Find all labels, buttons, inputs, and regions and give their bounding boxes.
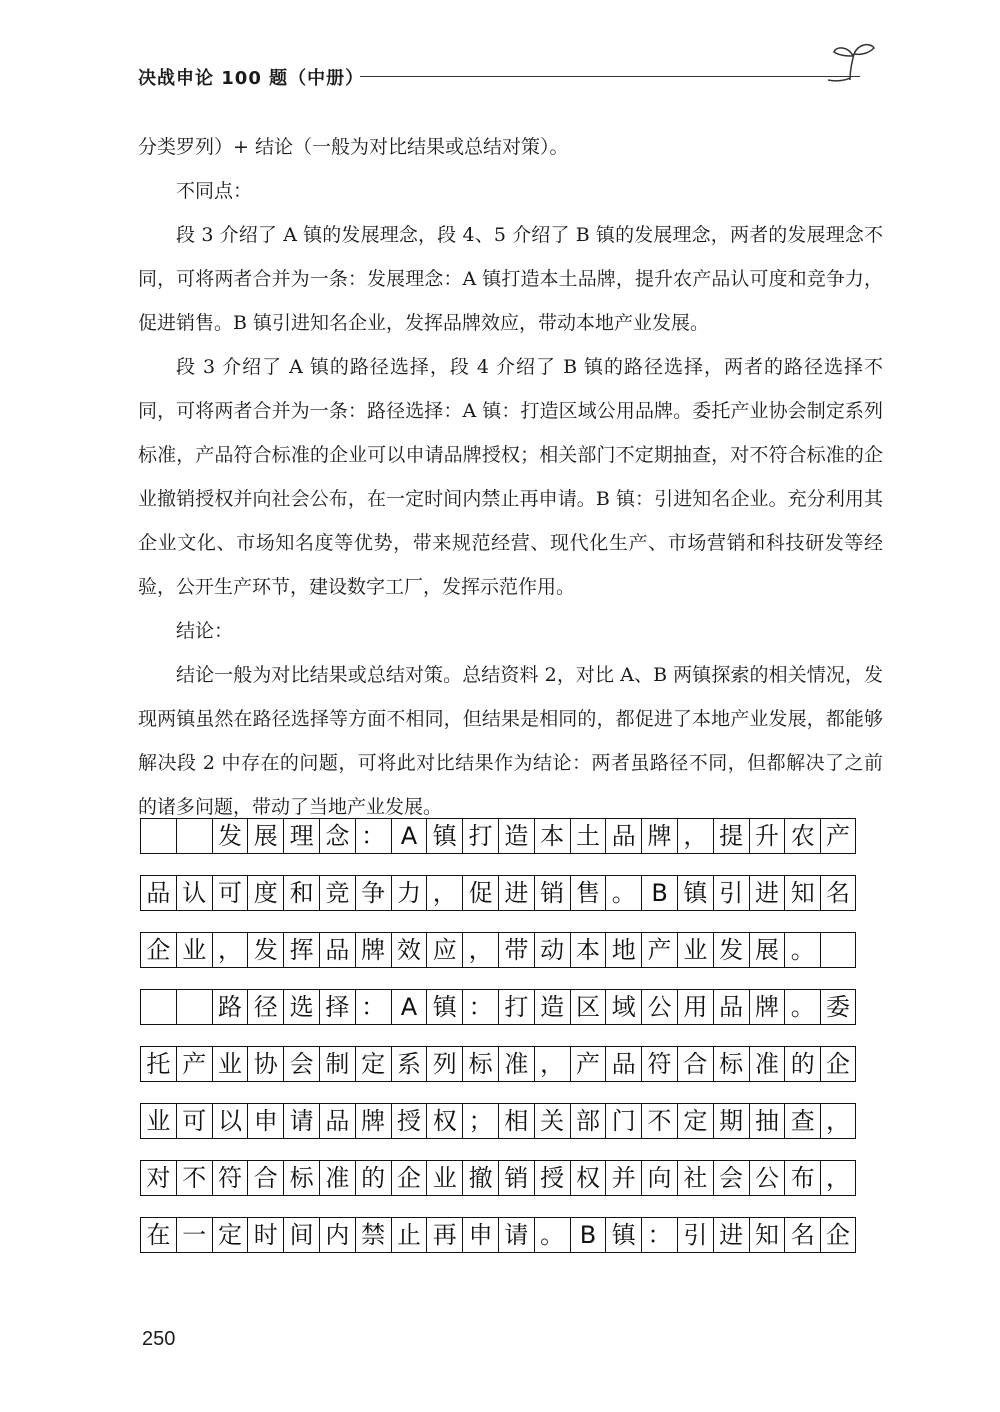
grid-cell: 以 bbox=[212, 1103, 248, 1139]
grid-row bbox=[140, 1160, 856, 1198]
grid-cell: 业 bbox=[677, 932, 713, 968]
grid-cell: 撤 bbox=[462, 1160, 498, 1196]
grid-cell: 可 bbox=[176, 1103, 212, 1139]
grid-cell: 。 bbox=[784, 989, 820, 1025]
grid-cell: 标 bbox=[462, 1046, 498, 1082]
grid-cell: 牌 bbox=[355, 1103, 391, 1139]
grid-cell: 标 bbox=[283, 1160, 319, 1196]
grid-row bbox=[140, 1217, 856, 1255]
grid-cell: 念 bbox=[319, 818, 355, 854]
grid-cell: 请 bbox=[283, 1103, 319, 1139]
grid-cell: 权 bbox=[570, 1160, 606, 1196]
grid-cell: 期 bbox=[713, 1103, 749, 1139]
grid-cell: 可 bbox=[212, 875, 248, 911]
grid-cell: 。 bbox=[534, 1217, 570, 1253]
grid-cell: 并 bbox=[605, 1160, 641, 1196]
grid-cell: 牌 bbox=[641, 818, 677, 854]
grid-cell: 。 bbox=[605, 875, 641, 911]
grid-cell: 定 bbox=[212, 1217, 248, 1253]
section-heading: 不同点： bbox=[176, 180, 253, 202]
grid-cell: A bbox=[391, 989, 427, 1025]
grid-cell: 对 bbox=[140, 1160, 176, 1196]
grid-cell: ： bbox=[641, 1217, 677, 1253]
grid-cell: ： bbox=[355, 818, 391, 854]
grid-cell: 业 bbox=[140, 1103, 176, 1139]
grid-cell: ， bbox=[462, 932, 498, 968]
grid-cell: 申 bbox=[462, 1217, 498, 1253]
grid-cell: 不 bbox=[176, 1160, 212, 1196]
grid-cell: B bbox=[570, 1217, 606, 1253]
grid-cell: 径 bbox=[247, 989, 283, 1025]
grid-row bbox=[140, 1103, 856, 1141]
grid-cell: 产 bbox=[641, 932, 677, 968]
grid-cell: 企 bbox=[820, 1046, 856, 1082]
grid-cell: 系 bbox=[391, 1046, 427, 1082]
grid-cell: 镇 bbox=[605, 1217, 641, 1253]
grid-cell bbox=[140, 989, 176, 1025]
grid-row bbox=[140, 932, 856, 970]
grid-cell: 符 bbox=[641, 1046, 677, 1082]
grid-cell: 土 bbox=[570, 818, 606, 854]
grid-cell: 争 bbox=[355, 875, 391, 911]
grid-cell: 业 bbox=[176, 932, 212, 968]
grid-cell: 镇 bbox=[677, 875, 713, 911]
grid-cell: 路 bbox=[212, 989, 248, 1025]
grid-cell: 权 bbox=[426, 1103, 462, 1139]
book-title: 决战申论 100 题（中册） bbox=[138, 68, 365, 89]
grid-cell: 不 bbox=[641, 1103, 677, 1139]
grid-cell: 门 bbox=[605, 1103, 641, 1139]
grid-cell bbox=[176, 818, 212, 854]
grid-row bbox=[140, 818, 856, 856]
grid-cell: 企 bbox=[820, 1217, 856, 1253]
grid-cell: 会 bbox=[713, 1160, 749, 1196]
paragraph: 结论一般为对比结果或总结对策。总结资料 2，对比 A、B 两镇探索的相关情况，发现两镇虽然在路径选择等方面不相同，但结果是相同的，都促进了本地产业发展，都能够解决段 2 中存在的问题，可将此对比结果作为结论：两者虽路径不同，但都解决了之前的诸多问题，带动了当地产业发展。 bbox=[138, 664, 883, 818]
page-number: 250 bbox=[142, 1328, 176, 1350]
grid-cell: 牌 bbox=[355, 932, 391, 968]
grid-cell: 镇 bbox=[426, 818, 462, 854]
grid-cell: 品 bbox=[605, 1046, 641, 1082]
grid-cell: 镇 bbox=[426, 989, 462, 1025]
grid-cell: 相 bbox=[498, 1103, 534, 1139]
grid-cell: 公 bbox=[749, 1160, 785, 1196]
grid-cell: 动 bbox=[534, 932, 570, 968]
grid-cell: 企 bbox=[140, 932, 176, 968]
grid-cell bbox=[140, 818, 176, 854]
grid-cell: 符 bbox=[212, 1160, 248, 1196]
grid-cell: 一 bbox=[176, 1217, 212, 1253]
grid-cell: 布 bbox=[784, 1160, 820, 1196]
grid-cell: 名 bbox=[820, 875, 856, 911]
grid-cell: 准 bbox=[498, 1046, 534, 1082]
grid-cell: 制 bbox=[319, 1046, 355, 1082]
grid-cell: ： bbox=[355, 989, 391, 1025]
body-text bbox=[138, 125, 883, 829]
grid-cell: 应 bbox=[426, 932, 462, 968]
grid-cell: 提 bbox=[713, 818, 749, 854]
grid-cell: 造 bbox=[534, 989, 570, 1025]
grid-cell: 定 bbox=[677, 1103, 713, 1139]
grid-cell: 社 bbox=[677, 1160, 713, 1196]
grid-cell: 农 bbox=[784, 818, 820, 854]
grid-cell: 关 bbox=[534, 1103, 570, 1139]
grid-cell: 产 bbox=[570, 1046, 606, 1082]
grid-cell: 业 bbox=[426, 1160, 462, 1196]
grid-cell: 委 bbox=[820, 989, 856, 1025]
grid-cell: 牌 bbox=[749, 989, 785, 1025]
grid-cell: 竞 bbox=[319, 875, 355, 911]
grid-cell: 区 bbox=[570, 989, 606, 1025]
grid-row bbox=[140, 875, 856, 913]
grid-cell: 的 bbox=[784, 1046, 820, 1082]
section-heading: 结论： bbox=[176, 620, 234, 642]
grid-cell: 的 bbox=[355, 1160, 391, 1196]
grid-cell bbox=[176, 989, 212, 1025]
grid-cell: 品 bbox=[605, 818, 641, 854]
grid-cell: 名 bbox=[784, 1217, 820, 1253]
grid-cell: ， bbox=[426, 875, 462, 911]
grid-cell: 认 bbox=[176, 875, 212, 911]
grid-cell: 会 bbox=[283, 1046, 319, 1082]
grid-cell: 协 bbox=[247, 1046, 283, 1082]
grid-cell: 销 bbox=[498, 1160, 534, 1196]
grid-cell: 本 bbox=[534, 818, 570, 854]
grid-cell: 打 bbox=[462, 818, 498, 854]
grid-cell: 准 bbox=[319, 1160, 355, 1196]
grid-cell: 标 bbox=[713, 1046, 749, 1082]
grid-cell: 域 bbox=[605, 989, 641, 1025]
grid-cell: 再 bbox=[426, 1217, 462, 1253]
grid-cell: 理 bbox=[283, 818, 319, 854]
grid-cell: 品 bbox=[319, 1103, 355, 1139]
grid-cell: 本 bbox=[570, 932, 606, 968]
grid-cell: ， bbox=[820, 1160, 856, 1196]
grid-cell: 进 bbox=[749, 875, 785, 911]
grid-cell: 在 bbox=[140, 1217, 176, 1253]
grid-cell: 产 bbox=[176, 1046, 212, 1082]
grid-cell: 合 bbox=[247, 1160, 283, 1196]
paragraph: 段 3 介绍了 A 镇的发展理念，段 4、5 介绍了 B 镇的发展理念，两者的发展理念不同，可将两者合并为一条：发展理念：A 镇打造本土品牌，提升农产品认可度和竞争力，促进销售。B 镇引进知名企业，发挥品牌效应，带动本地产业发展。 bbox=[138, 224, 883, 334]
grid-cell: 发 bbox=[713, 932, 749, 968]
grid-cell: 地 bbox=[605, 932, 641, 968]
grid-cell: 内 bbox=[319, 1217, 355, 1253]
grid-cell: ： bbox=[462, 989, 498, 1025]
grid-cell: 部 bbox=[570, 1103, 606, 1139]
grid-cell: 引 bbox=[677, 1217, 713, 1253]
grid-cell: 展 bbox=[749, 932, 785, 968]
grid-cell: ， bbox=[820, 1103, 856, 1139]
grid-cell: 品 bbox=[140, 875, 176, 911]
grid-cell: ， bbox=[677, 818, 713, 854]
grid-cell: 知 bbox=[749, 1217, 785, 1253]
grid-cell: 度 bbox=[247, 875, 283, 911]
running-header bbox=[138, 62, 878, 92]
grid-cell: 挥 bbox=[283, 932, 319, 968]
grid-cell: 发 bbox=[247, 932, 283, 968]
grid-cell: 托 bbox=[140, 1046, 176, 1082]
grid-cell: A bbox=[391, 818, 427, 854]
grid-cell: 授 bbox=[534, 1160, 570, 1196]
grid-cell: ， bbox=[212, 932, 248, 968]
grid-cell: 品 bbox=[713, 989, 749, 1025]
grid-cell: 产 bbox=[820, 818, 856, 854]
grid-cell: ， bbox=[534, 1046, 570, 1082]
grid-cell: 和 bbox=[283, 875, 319, 911]
grid-cell: 展 bbox=[247, 818, 283, 854]
grid-cell: 售 bbox=[570, 875, 606, 911]
paragraph: 段 3 介绍了 A 镇的路径选择，段 4 介绍了 B 镇的路径选择，两者的路径选择不同，可将两者合并为一条：路径选择：A 镇：打造区域公用品牌。委托产业协会制定系列标准，产品符合标准的企业可以申请品牌授权；相关部门不定期抽查，对不符合标准的企业撤销授权并向社会公布，在一定时间内禁止再申请。B 镇：引进知名企业。充分利用其企业文化、市场知名度等优势，带来规范经营、现代化生产、市场营销和科技研发等经验，公开生产环节，建设数字工厂，发挥示范作用。 bbox=[138, 356, 883, 598]
grid-cell: 升 bbox=[749, 818, 785, 854]
grid-cell: 知 bbox=[784, 875, 820, 911]
grid-cell: 准 bbox=[749, 1046, 785, 1082]
grid-cell: 间 bbox=[283, 1217, 319, 1253]
grid-cell bbox=[820, 932, 856, 968]
grid-cell: 查 bbox=[784, 1103, 820, 1139]
grid-cell: 请 bbox=[498, 1217, 534, 1253]
grid-row bbox=[140, 1046, 856, 1084]
grid-cell: 品 bbox=[319, 932, 355, 968]
grid-cell: 抽 bbox=[749, 1103, 785, 1139]
grid-cell: 发 bbox=[212, 818, 248, 854]
grid-cell: 进 bbox=[498, 875, 534, 911]
grid-cell: 销 bbox=[534, 875, 570, 911]
sprout-icon bbox=[828, 40, 878, 82]
grid-cell: 。 bbox=[784, 932, 820, 968]
grid-cell: ； bbox=[462, 1103, 498, 1139]
grid-cell: 促 bbox=[462, 875, 498, 911]
grid-cell: 合 bbox=[677, 1046, 713, 1082]
grid-cell: 申 bbox=[247, 1103, 283, 1139]
grid-cell: 定 bbox=[355, 1046, 391, 1082]
grid-cell: 禁 bbox=[355, 1217, 391, 1253]
grid-cell: 造 bbox=[498, 818, 534, 854]
paragraph: 分类罗列）+ 结论（一般为对比结果或总结对策）。 bbox=[138, 136, 569, 158]
grid-cell: 进 bbox=[713, 1217, 749, 1253]
grid-cell: 向 bbox=[641, 1160, 677, 1196]
grid-cell: 企 bbox=[391, 1160, 427, 1196]
grid-cell: 用 bbox=[677, 989, 713, 1025]
grid-row bbox=[140, 989, 856, 1027]
grid-cell: 业 bbox=[212, 1046, 248, 1082]
grid-cell: 列 bbox=[426, 1046, 462, 1082]
grid-cell: 时 bbox=[247, 1217, 283, 1253]
grid-cell: 择 bbox=[319, 989, 355, 1025]
grid-cell: 引 bbox=[713, 875, 749, 911]
grid-cell: 打 bbox=[498, 989, 534, 1025]
grid-cell: 选 bbox=[283, 989, 319, 1025]
grid-cell: 效 bbox=[391, 932, 427, 968]
grid-cell: 公 bbox=[641, 989, 677, 1025]
grid-cell: 止 bbox=[391, 1217, 427, 1253]
grid-cell: B bbox=[641, 875, 677, 911]
grid-cell: 授 bbox=[391, 1103, 427, 1139]
grid-cell: 力 bbox=[391, 875, 427, 911]
header-rule bbox=[360, 76, 860, 77]
grid-cell: 带 bbox=[498, 932, 534, 968]
